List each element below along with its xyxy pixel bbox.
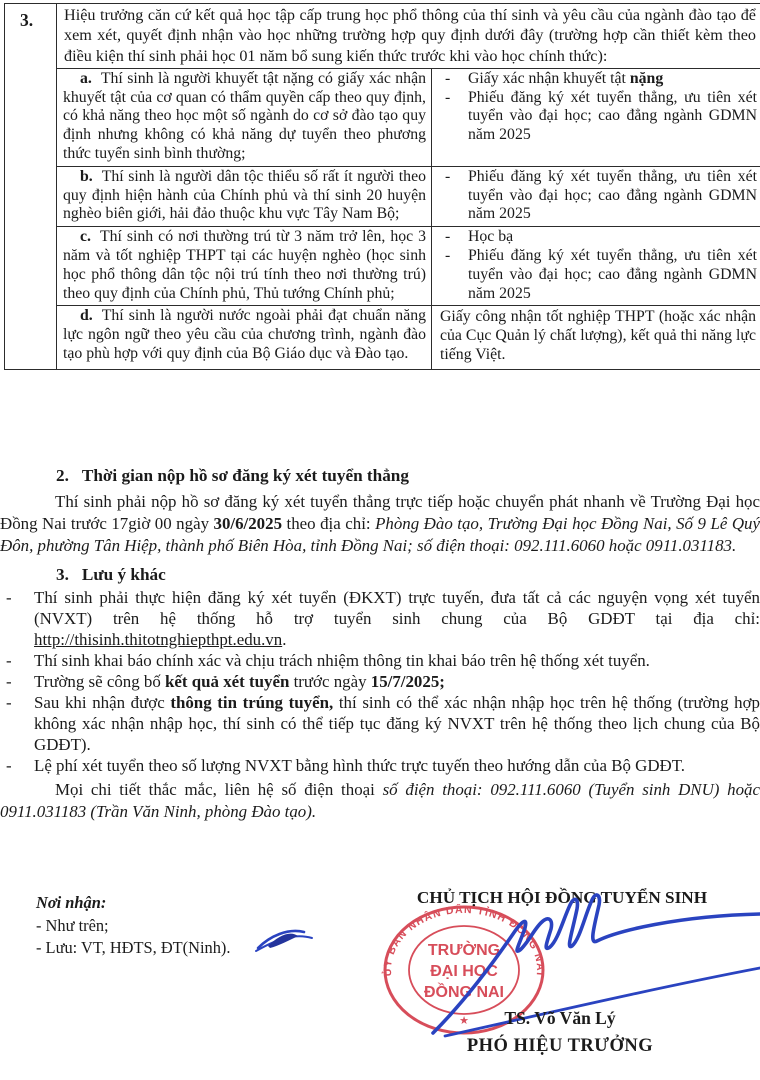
bullet-text (34, 692, 760, 755)
dash-bullet: - (445, 69, 451, 87)
required-docs (432, 306, 760, 368)
section-number: 3. (56, 565, 69, 584)
dash-bullet: - (6, 588, 12, 607)
stamp-line-2: ĐẠI HỌC (430, 963, 498, 980)
doc-text: Phiếu đăng ký xét tuyển thẳng, ưu tiên xét tuyển vào đại học; cao đẳng ngành GDMN năm 2025 (468, 247, 757, 302)
bullet-text: Thí sinh khai báo chính xác và chịu trách nhiệm thông tin khai báo trên hệ thống xét tuyển. (34, 651, 650, 670)
bullet-text (34, 671, 760, 692)
para-run: Thí sinh phải nộp hồ sơ đăng ký xét tuyển thẳng trực tiếp hoặc chuyển phát nhanh về Trường Đại học Đồng Nai trước 17giờ 00 ngày (0, 492, 760, 533)
section2-heading (0, 465, 760, 487)
bullet-run: Thí sinh phải thực hiện đăng ký xét tuyển (ĐKXT) trực tuyến, đưa tất cả các nguyện vọng xét tuyển (NVXT) trên hệ thống hỗ trợ tuyển sinh chung của Bộ GDĐT tại địa chỉ: (34, 588, 760, 628)
dash-bullet: - (445, 88, 451, 106)
contact-phones: số điện thoại: 092.111.6060 (Tuyển sinh DNU) hoặc 0911.031183 (Trần Văn Ninh, phòng Đào tạo). (0, 780, 760, 821)
case-text (57, 167, 432, 226)
bullet-run: trước ngày (289, 672, 371, 691)
cases-subtable (57, 68, 760, 369)
regulation-table (4, 3, 760, 370)
document-body (0, 460, 760, 823)
table-row (57, 306, 760, 368)
doc-item (432, 228, 760, 247)
dash-bullet: - (445, 247, 451, 265)
para-run: theo địa chỉ: (282, 514, 376, 533)
dash-bullet: - (445, 167, 451, 185)
required-docs (432, 69, 760, 166)
case-text (57, 69, 432, 166)
section3-heading (0, 564, 760, 586)
case-description: Thí sinh là người nước ngoài phải đạt chuẩn năng lực ngôn ngữ theo yêu cầu của chương trình, ngành đào tạo phù hợp với quy định của Bộ Giáo dục và Đào tạo. (63, 307, 426, 363)
case-label: c. (80, 228, 91, 246)
table-item-number: 3. (5, 4, 57, 369)
case-text (57, 306, 432, 368)
case-text (57, 227, 432, 305)
doc-run: Giấy xác nhận khuyết tật (468, 69, 630, 87)
stamp-line-1: TRƯỜNG (427, 942, 501, 959)
notes-list (0, 587, 760, 776)
case-description: Thí sinh là người dân tộc thiểu số rất ít người theo quy định hiện hành của Chính phủ và thí sinh 20 huyện nghèo biên giới, hải đảo thuộc khu vực Tây Nam Bộ; (63, 167, 426, 223)
list-item (0, 650, 760, 671)
chairman-title: CHỦ TỊCH HỘI ĐỒNG TUYỂN SINH (416, 888, 708, 907)
table-row (57, 167, 760, 227)
recipient-line: - Lưu: VT, HĐTS, ĐT(Ninh). (36, 938, 231, 957)
case-label: b. (80, 167, 93, 185)
required-docs (432, 227, 760, 305)
dash-bullet: - (445, 228, 451, 246)
deadline-date: 30/6/2025 (213, 514, 283, 533)
table-row (57, 69, 760, 167)
bullet-text (34, 587, 760, 650)
list-item (0, 692, 760, 755)
doc-run-bold: nặng (629, 69, 664, 87)
bullet-run-bold: kết quả xét tuyển (165, 672, 290, 691)
recipient-line: - Như trên; (36, 915, 109, 935)
dash-bullet: - (6, 672, 12, 691)
signer-role: PHÓ HIỆU TRƯỞNG (466, 1036, 654, 1056)
list-item (0, 755, 760, 776)
url-link[interactable]: http://thisinh.thitotnghiepthpt.edu.vn (34, 630, 283, 649)
doc-item (432, 89, 760, 145)
section-title: Thời gian nộp hồ sơ đăng ký xét tuyển thẳng (81, 466, 409, 485)
table-intro-text: Hiệu trưởng căn cứ kết quả học tập cấp trung học phổ thông của thí sinh và yêu cầu của ngành đào tạo để xem xét, quyết định nhận vào học những trường hợp quy định dưới đây (trường hợp cần thiết kèm theo điều kiện thí sinh phải học 01 năm bổ sung kiến thức trước khi vào học chính thức): (64, 6, 756, 65)
case-label: d. (80, 307, 93, 325)
bullet-text: Lệ phí xét tuyển theo số lượng NVXT bằng hình thức trực tuyến theo hướng dẫn của Bộ GDĐT. (34, 756, 686, 775)
doc-text: Phiếu đăng ký xét tuyển thẳng, ưu tiên xét tuyển vào đại học; cao đẳng ngành GDMN năm 2025 (468, 167, 757, 223)
case-description: Thí sinh là người khuyết tật nặng có giấy xác nhận khuyết tật của cơ quan có thẩm quyền cấp theo quy định, có khả năng theo học một số ngành do cơ sở đào tạo quy định nhưng không có khả năng dự tuyển theo phương thức tuyển sinh bình thường; (63, 69, 426, 163)
result-date: 15/7/2025; (370, 672, 445, 691)
case-description: Thí sinh có nơi thường trú từ 3 năm trở lên, học 3 năm và tốt nghiệp THPT tại các huyện nghèo (học sinh học phổ thông dân tộc nội trú tính theo nơi thường trú) theo quy định của Chính phủ, Thủ tướng Chính phủ; (63, 228, 426, 302)
required-docs (432, 167, 760, 226)
address-text: Phòng Đào tạo, Trường Đại học Đồng Nai, Số 9 Lê Quý Đôn, phường Tân Hiệp, thành phố Biên Hòa, tỉnh Đồng Nai; số điện thoại: 092.111.6060 hoặc 0911.031183. (0, 514, 760, 555)
stamp-ring-text: ỦY BAN NHÂN DÂN TỈNH ĐỒNG NAI (381, 904, 547, 977)
dash-bullet: - (6, 756, 12, 775)
doc-text: Phiếu đăng ký xét tuyển thẳng, ưu tiên xét tuyển vào đại học; cao đẳng ngành GDMN năm 2025 (468, 88, 757, 144)
doc-text: Học bạ (468, 228, 514, 246)
list-item (0, 587, 760, 650)
bullet-run: Trường sẽ công bố (34, 672, 166, 691)
table-body-column (57, 4, 760, 369)
section2-paragraph (0, 491, 760, 557)
bullet-run: thí sinh có thể xác nhận nhập học trên hệ thống (trường hợp không xác nhận nhập học, thí sinh có thể tiếp tục đăng ký NVXT trên hệ thống theo lịch chung của Bộ GDĐT). (34, 693, 760, 754)
stamp-star-icon: ★ (459, 1015, 469, 1027)
bullet-run-bold: thông tin trúng tuyển, (170, 693, 334, 712)
stamp-line-3: ĐỒNG NAI (424, 984, 504, 1001)
doc-item (432, 247, 760, 303)
doc-text (468, 70, 760, 89)
dash-bullet: - (6, 651, 12, 670)
case-label: a. (80, 69, 92, 87)
list-item (0, 671, 760, 692)
table-row (57, 227, 760, 306)
initials-paraph-ink (254, 924, 324, 954)
recipients-block (36, 892, 230, 960)
contact-paragraph (0, 779, 760, 823)
signer-name: TS. Võ Văn Lý (504, 1008, 616, 1028)
doc-item (432, 70, 760, 89)
section-title: Lưu ý khác (81, 565, 166, 584)
bullet-run: . (282, 630, 287, 649)
dash-bullet: - (6, 693, 12, 712)
bullet-run: Sau khi nhận được (34, 693, 171, 712)
recipients-title: Nơi nhận: (36, 893, 107, 912)
doc-text: Giấy công nhận tốt nghiệp THPT (hoặc xác nhận của Cục Quản lý chất lượng), kết quả thi năng lực tiếng Việt. (440, 308, 756, 364)
section-number: 2. (56, 466, 69, 485)
doc-item (432, 168, 760, 224)
signature-block (0, 884, 760, 1080)
para-run: Mọi chi tiết thắc mắc, liên hệ số điện thoại (55, 780, 383, 799)
